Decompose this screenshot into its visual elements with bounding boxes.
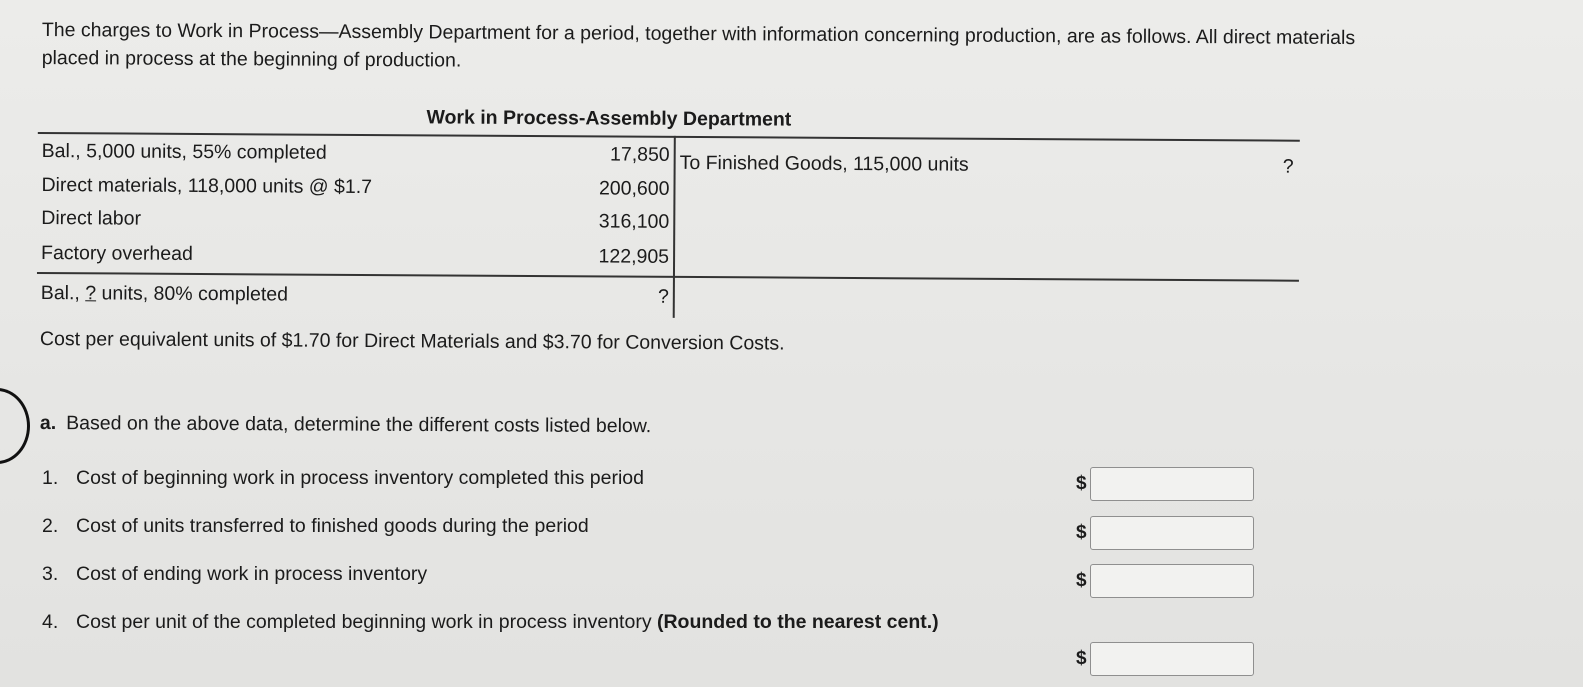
part-a-instruction [40, 412, 651, 438]
question-text: Cost per unit of the completed beginning work in process inventory [76, 611, 657, 633]
question-item [42, 510, 962, 542]
question-number: 1. [42, 467, 59, 489]
question-text: Cost of ending work in process inventory [76, 563, 428, 585]
debit-label: Bal., 5,000 units, 55% completed [41, 140, 327, 164]
debit-label: Factory overhead [41, 242, 193, 265]
credit-row [680, 148, 1294, 182]
dollar-sign: $ [1076, 522, 1087, 543]
problem-intro [42, 16, 1572, 81]
debit-row [42, 136, 672, 170]
t-account-title: Work in Process-Assembly Department [426, 106, 792, 131]
dollar-sign: $ [1076, 570, 1087, 591]
question-number: 4. [42, 611, 59, 633]
answer-input-3[interactable] [1090, 564, 1254, 598]
cost-per-equivalent-note: Cost per equivalent units of $1.70 for Direct Materials and $3.70 for Conversion Costs. [39, 328, 785, 355]
debit-row [41, 238, 671, 272]
ending-balance-label: Bal., ? units, 80% completed [40, 282, 289, 306]
question-number: 3. [42, 563, 59, 585]
unknown-units: ? [85, 282, 97, 305]
t-account [37, 104, 1300, 327]
question-item [42, 558, 962, 590]
ending-balance-amount: ? [657, 285, 669, 308]
question-item [42, 606, 962, 638]
question-item [42, 462, 962, 494]
debit-row [41, 170, 671, 204]
debit-label: Direct materials, 118,000 units @ $1.7 [41, 174, 373, 199]
part-a-text: Based on the above data, determine the different costs listed below. [66, 412, 652, 438]
question-text: Cost of units transferred to finished goods during the period [76, 515, 589, 537]
question-number: 2. [42, 515, 59, 537]
rounding-instruction: (Rounded to the nearest cent.) [656, 611, 939, 633]
dollar-sign: $ [1076, 473, 1087, 494]
debit-amount: 200,600 [598, 177, 670, 200]
dollar-sign: $ [1076, 648, 1087, 669]
intro-line-1: The charges to Work in Process—Assembly Department for a period, together with information concerning production, are as follows. All direct materials [41, 18, 1356, 50]
question-text: Cost of beginning work in process inventory completed this period [76, 467, 644, 489]
answer-input-4[interactable] [1090, 642, 1254, 676]
answer-input-1[interactable] [1090, 467, 1254, 501]
debit-amount: 316,100 [598, 210, 670, 233]
credit-label: To Finished Goods, 115,000 units [679, 151, 969, 176]
credit-amount: ? [1282, 155, 1294, 178]
answer-input-2[interactable] [1090, 516, 1254, 550]
question-marker-bracket [0, 388, 30, 464]
ending-balance-row [41, 278, 671, 312]
debit-row [41, 203, 671, 237]
debit-amount: 122,905 [598, 245, 670, 268]
part-a-letter: a. [39, 412, 57, 435]
t-account-center-rule [673, 136, 676, 318]
intro-line-2: placed in process at the beginning of production. [41, 46, 462, 72]
debit-label: Direct labor [41, 207, 142, 230]
debit-amount: 17,850 [609, 143, 670, 166]
